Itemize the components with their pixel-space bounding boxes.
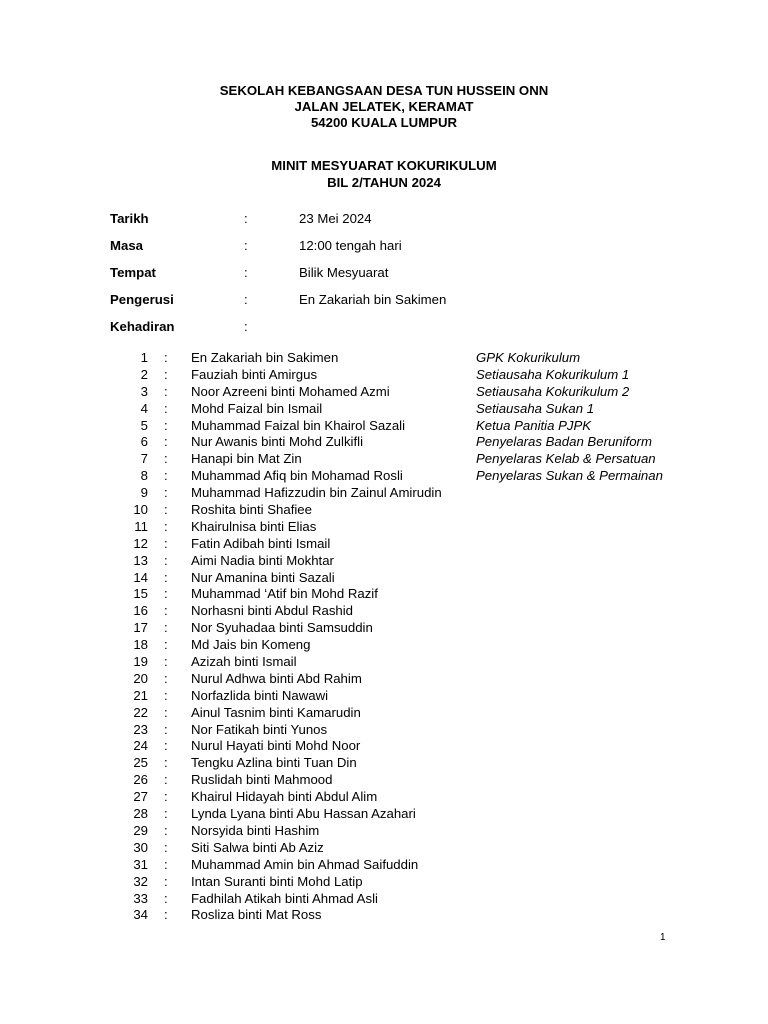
attendee-number: 32 xyxy=(133,873,148,889)
attendee-colon: : xyxy=(164,856,168,872)
attendee-name: Aimi Nadia binti Mokhtar xyxy=(191,552,334,568)
attendee-name: Nurul Adhwa binti Abd Rahim xyxy=(191,670,362,686)
attendee-row xyxy=(110,654,710,671)
attendee-row xyxy=(110,367,710,384)
attendee-colon: : xyxy=(164,552,168,568)
attendee-colon: : xyxy=(164,806,168,822)
attendee-name: Fatin Adibah binti Ismail xyxy=(191,535,331,551)
meta-row-masa xyxy=(110,238,710,265)
attendee-number: 2 xyxy=(140,366,148,382)
meta-row-tarikh xyxy=(110,211,710,238)
attendee-role: Ketua Panitia PJPK xyxy=(476,417,592,433)
document-number: BIL 2/TAHUN 2024 xyxy=(327,175,441,190)
meta-label: Kehadiran xyxy=(110,319,175,334)
attendee-role: Penyelaras Sukan & Permainan xyxy=(476,468,663,484)
attendee-colon: : xyxy=(164,873,168,889)
attendee-number: 34 xyxy=(133,907,148,923)
attendee-colon: : xyxy=(164,907,168,923)
meta-label: Masa xyxy=(110,238,143,253)
attendee-colon: : xyxy=(164,518,168,534)
meta-row-pengerusi xyxy=(110,292,710,319)
attendee-name: Nur Amanina binti Sazali xyxy=(191,569,335,585)
attendee-colon: : xyxy=(164,839,168,855)
attendee-number: 30 xyxy=(133,839,148,855)
attendee-colon: : xyxy=(164,603,168,619)
attendee-number: 11 xyxy=(134,518,148,534)
attendee-colon: : xyxy=(164,400,168,416)
attendee-row xyxy=(110,434,710,451)
attendee-name: Rosliza binti Mat Ross xyxy=(191,907,322,923)
attendee-colon: : xyxy=(164,620,168,636)
attendee-number: 6 xyxy=(140,434,148,450)
meta-colon: : xyxy=(244,238,248,253)
attendee-colon: : xyxy=(164,502,168,518)
attendee-name: Fauziah binti Amirgus xyxy=(191,366,318,382)
attendee-row xyxy=(110,502,710,519)
attendee-row xyxy=(110,907,710,924)
attendee-number: 3 xyxy=(140,383,148,399)
attendance-list xyxy=(110,350,710,924)
attendee-name: Norsyida binti Hashim xyxy=(191,822,320,838)
attendee-name: Muhammad Afiq bin Mohamad Rosli xyxy=(191,468,403,484)
attendee-number: 1 xyxy=(140,350,148,365)
attendee-name: Khairulnisa binti Elias xyxy=(191,518,317,534)
attendee-row xyxy=(110,874,710,891)
meta-value: Bilik Mesyuarat xyxy=(299,265,389,280)
attendee-name: Nur Awanis binti Mohd Zulkifli xyxy=(191,434,363,450)
attendee-number: 26 xyxy=(133,772,148,788)
attendee-row xyxy=(110,806,710,823)
attendee-row xyxy=(110,789,710,806)
attendee-name: Noor Azreeni binti Mohamed Azmi xyxy=(191,383,390,399)
meta-colon: : xyxy=(244,292,248,307)
attendee-colon: : xyxy=(164,569,168,585)
attendee-colon: : xyxy=(164,654,168,670)
attendee-role: GPK Kokurikulum xyxy=(476,350,581,365)
attendee-colon: : xyxy=(164,738,168,754)
attendee-number: 22 xyxy=(133,704,148,720)
attendee-colon: : xyxy=(164,535,168,551)
attendee-name: Mohd Faizal bin Ismail xyxy=(191,400,323,416)
attendee-colon: : xyxy=(164,468,168,484)
attendee-number: 20 xyxy=(133,670,148,686)
attendee-number: 16 xyxy=(133,603,148,619)
meeting-details xyxy=(110,211,710,346)
attendee-number: 17 xyxy=(133,620,148,636)
attendee-colon: : xyxy=(164,366,168,382)
attendee-number: 31 xyxy=(133,856,148,872)
attendee-name: Md Jais bin Komeng xyxy=(191,637,311,653)
meta-value: 12:00 tengah hari xyxy=(299,238,402,253)
attendee-name: Siti Salwa binti Ab Aziz xyxy=(191,839,324,855)
attendee-colon: : xyxy=(164,789,168,805)
meta-row-tempat xyxy=(110,265,710,292)
meta-label: Tempat xyxy=(110,265,156,280)
attendee-name: Hanapi bin Mat Zin xyxy=(191,451,302,467)
attendee-number: 12 xyxy=(133,535,148,551)
attendee-number: 14 xyxy=(133,569,148,585)
meta-row-kehadiran xyxy=(110,319,710,346)
meta-label: Pengerusi xyxy=(110,292,174,307)
attendee-number: 10 xyxy=(133,502,148,518)
attendee-row xyxy=(110,891,710,908)
attendee-colon: : xyxy=(164,451,168,467)
attendee-number: 29 xyxy=(133,822,148,838)
attendee-name: Khairul Hidayah binti Abdul Alim xyxy=(191,789,378,805)
attendee-colon: : xyxy=(164,890,168,906)
attendee-colon: : xyxy=(164,772,168,788)
attendee-number: 9 xyxy=(140,485,148,501)
attendee-name: Roshita binti Shafiee xyxy=(191,502,312,518)
attendee-colon: : xyxy=(164,687,168,703)
attendee-row xyxy=(110,401,710,418)
attendee-role: Setiausaha Kokurikulum 1 xyxy=(476,366,630,382)
school-name: SEKOLAH KEBANGSAAN DESA TUN HUSSEIN ONN xyxy=(219,83,549,98)
attendee-row xyxy=(110,840,710,857)
attendee-number: 8 xyxy=(140,468,148,484)
attendee-row xyxy=(110,671,710,688)
attendee-colon: : xyxy=(164,586,168,602)
attendee-role: Penyelaras Badan Beruniform xyxy=(476,434,652,450)
attendee-name: Nor Fatikah binti Yunos xyxy=(191,721,328,737)
attendee-name: Azizah binti Ismail xyxy=(191,654,297,670)
document-title-block xyxy=(0,157,768,191)
attendee-number: 5 xyxy=(140,417,148,433)
attendee-row xyxy=(110,755,710,772)
attendee-name: Tengku Azlina binti Tuan Din xyxy=(191,755,357,771)
attendee-colon: : xyxy=(164,350,168,365)
attendee-number: 27 xyxy=(133,789,148,805)
school-header xyxy=(0,83,768,131)
attendee-row xyxy=(110,772,710,789)
attendee-name: Norhasni binti Abdul Rashid xyxy=(191,603,354,619)
meta-colon: : xyxy=(244,319,248,334)
attendee-colon: : xyxy=(164,721,168,737)
attendee-row xyxy=(110,350,710,367)
attendee-name: Ainul Tasnim binti Kamarudin xyxy=(191,704,361,720)
attendee-row xyxy=(110,536,710,553)
attendee-name: Norfazlida binti Nawawi xyxy=(191,687,329,703)
attendee-colon: : xyxy=(164,434,168,450)
attendee-number: 24 xyxy=(133,738,148,754)
attendee-row xyxy=(110,485,710,502)
attendee-row xyxy=(110,738,710,755)
attendee-colon: : xyxy=(164,704,168,720)
page-number: 1 xyxy=(660,932,666,943)
attendee-row xyxy=(110,688,710,705)
document-title: MINIT MESYUARAT KOKURIKULUM xyxy=(271,158,497,173)
attendee-row xyxy=(110,418,710,435)
attendee-name: Muhammad Faizal bin Khairol Sazali xyxy=(191,417,406,433)
attendee-colon: : xyxy=(164,383,168,399)
meta-label: Tarikh xyxy=(110,211,149,226)
attendee-number: 23 xyxy=(133,721,148,737)
attendee-number: 19 xyxy=(133,654,148,670)
attendee-name: Muhammad ‘Atif bin Mohd Razif xyxy=(191,586,378,602)
attendee-row xyxy=(110,857,710,874)
attendee-name: Intan Suranti binti Mohd Latip xyxy=(191,873,363,889)
attendee-colon: : xyxy=(164,637,168,653)
attendee-row xyxy=(110,603,710,620)
school-address-line1: JALAN JELATEK, KERAMAT xyxy=(294,99,474,114)
attendee-role: Setiausaha Kokurikulum 2 xyxy=(476,383,630,399)
attendee-number: 25 xyxy=(133,755,148,771)
attendee-row xyxy=(110,722,710,739)
attendee-row xyxy=(110,705,710,722)
attendee-number: 7 xyxy=(140,451,148,467)
school-address-line2: 54200 KUALA LUMPUR xyxy=(310,115,458,130)
attendee-number: 21 xyxy=(133,687,148,703)
attendee-row xyxy=(110,384,710,401)
attendee-role: Penyelaras Kelab & Persatuan xyxy=(476,451,656,467)
attendee-number: 4 xyxy=(140,400,148,416)
attendee-row xyxy=(110,468,710,485)
attendee-row xyxy=(110,451,710,468)
attendee-number: 28 xyxy=(133,806,148,822)
attendee-number: 13 xyxy=(133,552,148,568)
attendee-number: 33 xyxy=(133,890,148,906)
attendee-name: Fadhilah Atikah binti Ahmad Asli xyxy=(191,890,378,906)
attendee-name: Nurul Hayati binti Mohd Noor xyxy=(191,738,361,754)
attendee-name: Muhammad Amin bin Ahmad Saifuddin xyxy=(191,856,419,872)
meta-colon: : xyxy=(244,265,248,280)
attendee-row xyxy=(110,553,710,570)
meta-value: 23 Mei 2024 xyxy=(299,211,372,226)
attendee-row xyxy=(110,620,710,637)
attendee-row xyxy=(110,637,710,654)
attendee-name: Lynda Lyana binti Abu Hassan Azahari xyxy=(191,806,416,822)
attendee-name: En Zakariah bin Sakimen xyxy=(191,350,339,365)
attendee-colon: : xyxy=(164,417,168,433)
attendee-row xyxy=(110,570,710,587)
meta-colon: : xyxy=(244,211,248,226)
attendee-colon: : xyxy=(164,755,168,771)
attendee-name: Ruslidah binti Mahmood xyxy=(191,772,333,788)
attendee-colon: : xyxy=(164,822,168,838)
attendee-row xyxy=(110,823,710,840)
attendee-name: Muhammad Hafizzudin bin Zainul Amirudin xyxy=(191,485,442,501)
meta-value: En Zakariah bin Sakimen xyxy=(299,292,447,307)
attendee-row xyxy=(110,586,710,603)
attendee-number: 18 xyxy=(133,637,148,653)
attendee-role: Setiausaha Sukan 1 xyxy=(476,400,595,416)
attendee-row xyxy=(110,519,710,536)
attendee-colon: : xyxy=(164,485,168,501)
attendee-colon: : xyxy=(164,670,168,686)
attendee-number: 15 xyxy=(133,586,148,602)
attendee-name: Nor Syuhadaa binti Samsuddin xyxy=(191,620,373,636)
